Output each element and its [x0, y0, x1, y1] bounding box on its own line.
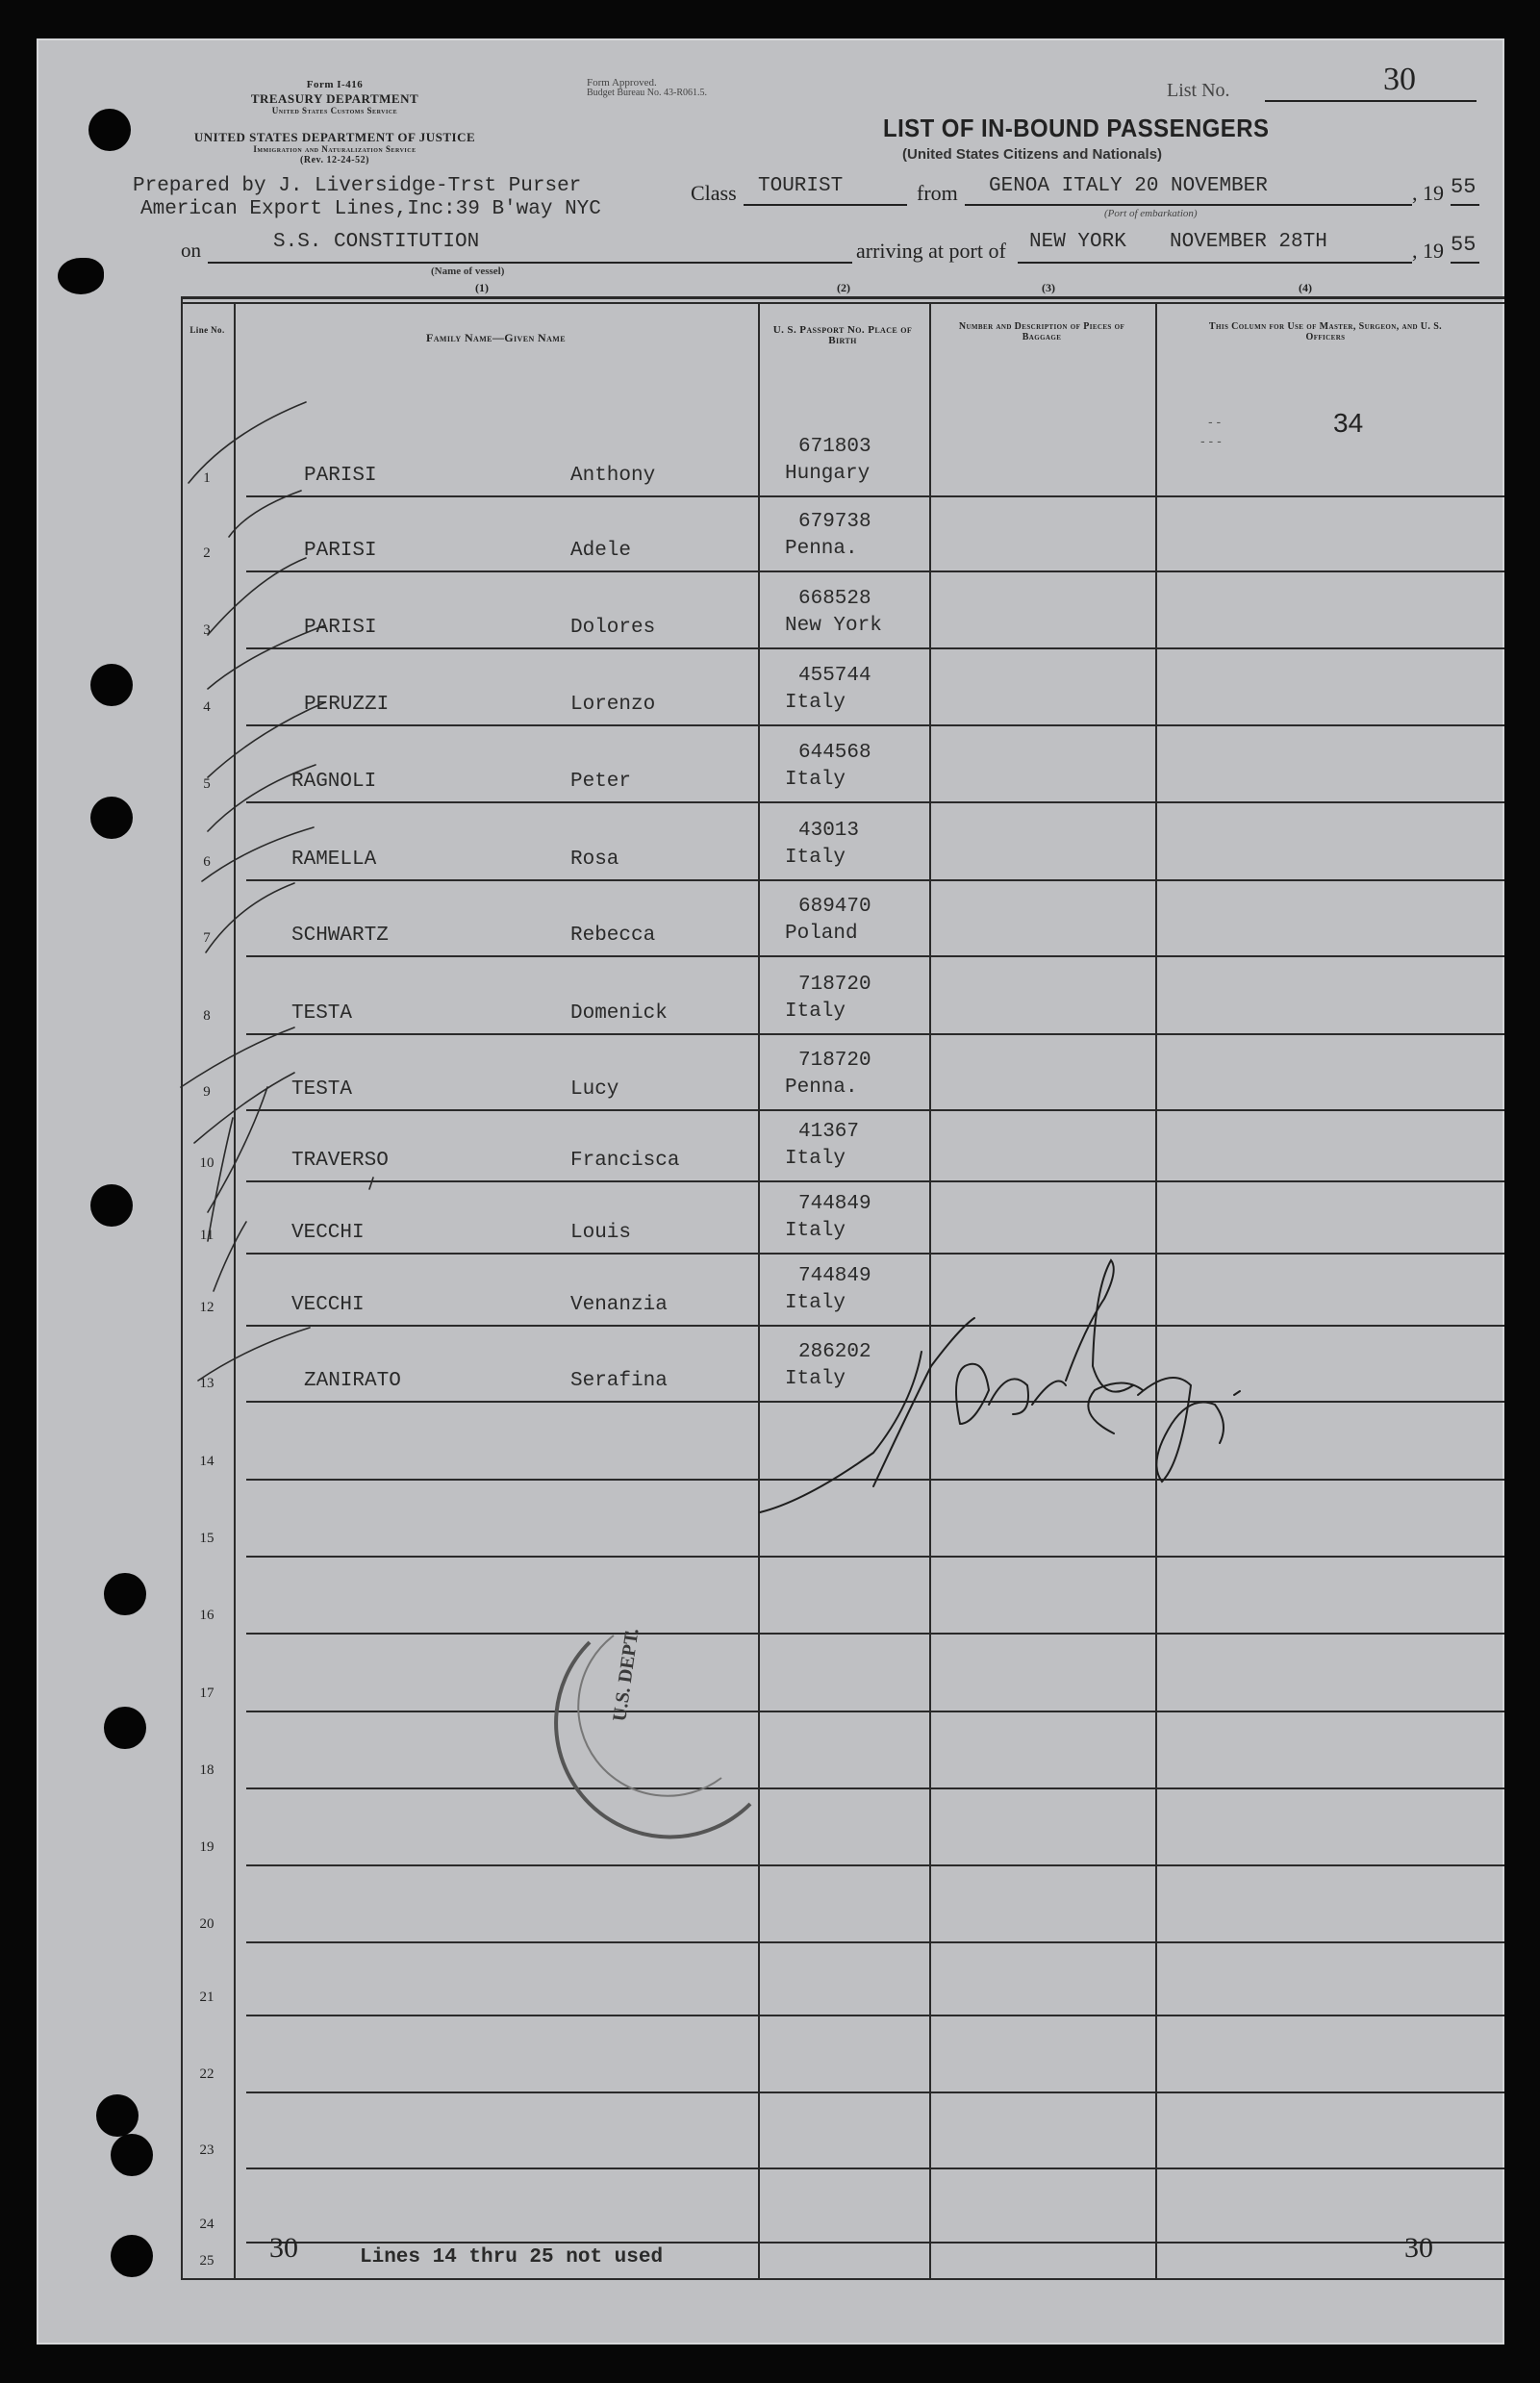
passport-number: 679738	[798, 511, 871, 533]
ins-service: Immigration and Naturalization Service	[253, 144, 417, 154]
given-name: Louis	[570, 1222, 632, 1244]
passport-number: 43013	[798, 820, 860, 842]
justice-department: UNITED STATES DEPARTMENT OF JUSTICE	[193, 130, 476, 144]
line-number: 16	[199, 1608, 215, 1623]
binder-hole	[104, 1707, 146, 1749]
given-name: Dolores	[570, 617, 656, 639]
passport-number: 744849	[798, 1193, 871, 1215]
given-name: Adele	[570, 540, 632, 562]
family-name: VECCHI	[291, 1222, 365, 1244]
given-name: Domenick	[570, 1002, 668, 1025]
row-divider	[246, 2168, 1504, 2169]
line-number: 9	[203, 1084, 211, 1100]
year-arrival: 55	[1451, 233, 1477, 257]
line-number: 24	[199, 2217, 215, 2232]
passport-number: 718720	[798, 1050, 871, 1072]
check-mark	[194, 1073, 294, 1143]
row-divider	[246, 955, 1504, 957]
place-of-birth: Italy	[785, 1220, 846, 1242]
check-mark	[181, 1027, 294, 1087]
line-number: 20	[199, 1916, 215, 1932]
unused-lines-note: Lines 14 thru 25 not used	[360, 2246, 664, 2269]
year-prefix: , 19	[1412, 181, 1444, 205]
form-number: Form I-416	[306, 79, 364, 90]
passport-number: 455744	[798, 665, 871, 687]
family-name: SCHWARTZ	[291, 925, 389, 947]
passport-number: 671803	[798, 436, 871, 458]
place-of-birth: Italy	[785, 847, 846, 869]
line-number: 4	[203, 699, 211, 715]
line-number: 15	[199, 1531, 215, 1546]
line-number: 19	[199, 1839, 215, 1855]
col-header-name: Family Name—Given Name	[426, 331, 566, 344]
line-number: 22	[199, 2066, 215, 2082]
line-number: 11	[199, 1228, 215, 1243]
passport-number: 644568	[798, 742, 871, 764]
passport-number: 286202	[798, 1341, 871, 1363]
manifest-page	[37, 38, 1504, 2345]
family-name: PARISI	[304, 465, 377, 487]
place-of-birth: Italy	[785, 1148, 846, 1170]
place-of-birth: Hungary	[785, 463, 871, 485]
place-of-birth: Penna.	[785, 1077, 858, 1099]
binder-hole	[111, 2235, 153, 2277]
line-number: 14	[199, 1454, 215, 1469]
line-number: 2	[203, 545, 211, 561]
line-number: 21	[199, 1990, 215, 2005]
arriving-label: arriving at port of	[856, 239, 1006, 263]
customs-service: United States Customs Service	[271, 106, 398, 115]
col-header-officers: This Column for Use of Master, Surgeon, and U. S. Officers	[1208, 321, 1443, 342]
revision-date: (Rev. 12-24-52)	[300, 155, 369, 165]
binder-hole	[104, 1573, 146, 1615]
check-mark	[208, 558, 306, 635]
row-divider	[246, 1325, 1504, 1327]
place-of-birth: Italy	[785, 692, 846, 714]
row-divider	[246, 1941, 1504, 1943]
line-number: 5	[203, 776, 211, 792]
place-of-birth: Italy	[785, 1368, 846, 1390]
family-name: PERUZZI	[304, 694, 390, 716]
list-subtitle: (United States Citizens and Nationals)	[902, 146, 1163, 163]
class-label: Class	[691, 181, 737, 205]
row-divider	[246, 647, 1504, 649]
line-number: 10	[199, 1155, 215, 1171]
col-num-2: (2)	[837, 281, 850, 294]
vessel-name: S.S. CONSTITUTION	[273, 231, 480, 253]
given-name: Venanzia	[570, 1294, 668, 1316]
row-divider	[246, 1479, 1504, 1481]
line-number: 25	[199, 2253, 215, 2269]
family-name: TESTA	[291, 1078, 353, 1101]
arrival-port: NEW YORK	[1029, 231, 1126, 253]
family-name: PARISI	[304, 617, 377, 639]
class-value: TOURIST	[758, 175, 844, 197]
row-divider	[246, 495, 1504, 497]
passport-number: 718720	[798, 974, 871, 996]
prepared-by: Prepared by J. Liversidge-Trst Purser	[133, 175, 582, 197]
col-num-1: (1)	[475, 281, 489, 294]
row-divider	[246, 879, 1504, 881]
place-of-birth: Italy	[785, 1001, 846, 1023]
binder-hole	[88, 109, 131, 151]
year-prefix-arrival: , 19	[1412, 239, 1444, 263]
family-name: RAGNOLI	[291, 771, 377, 793]
dept-stamp	[556, 1627, 750, 1837]
binder-hole	[111, 2134, 153, 2176]
line-number: 3	[203, 622, 211, 638]
check-mark	[208, 1087, 267, 1212]
passport-number: 41367	[798, 1121, 860, 1143]
row-divider	[246, 1556, 1504, 1558]
given-name: Anthony	[570, 465, 656, 487]
row-divider	[246, 801, 1504, 803]
check-mark	[229, 491, 301, 537]
line-number: 13	[199, 1376, 215, 1391]
footer-list-number-left: 30	[269, 2232, 298, 2264]
given-name: Lorenzo	[570, 694, 656, 716]
family-name: PARISI	[304, 540, 377, 562]
given-name: Serafina	[570, 1370, 668, 1392]
stamp-text: U.S. DEPT.	[609, 1627, 644, 1723]
place-of-birth: New York	[785, 615, 882, 637]
port-embark-caption: (Port of embarkation)	[1104, 208, 1198, 219]
col-header-baggage: Number and Description of Pieces of Baggage	[958, 321, 1125, 342]
place-of-birth: Italy	[785, 1292, 846, 1314]
line-number: 17	[199, 1686, 215, 1701]
officer-count: 34	[1333, 408, 1364, 438]
budget-bureau: Budget Bureau No. 43-R061.5.	[587, 88, 707, 98]
given-name: Rosa	[570, 849, 619, 871]
on-label: on	[181, 239, 201, 262]
handwriting-overlay	[37, 38, 1504, 2345]
list-number: 30	[1383, 62, 1416, 97]
form-approved: Form Approved.	[587, 77, 657, 89]
binder-hole	[96, 2094, 139, 2137]
check-mark	[208, 1118, 233, 1241]
officer-tick-marks: - - -	[1200, 433, 1222, 448]
col-header-passport: U. S. Passport No. Place of Birth	[772, 324, 913, 346]
list-title: LIST OF IN-BOUND PASSENGERS	[883, 114, 1270, 142]
passport-number: 744849	[798, 1265, 871, 1287]
prepared-company: American Export Lines,Inc:39 B'way NYC	[140, 198, 601, 220]
line-number: 1	[203, 470, 211, 486]
binder-hole	[90, 797, 133, 839]
given-name: Rebecca	[570, 925, 656, 947]
check-mark	[198, 1328, 310, 1381]
binder-hole	[90, 1184, 133, 1227]
family-name: TESTA	[291, 1002, 353, 1025]
row-divider	[246, 1109, 1504, 1111]
line-number: 18	[199, 1762, 215, 1778]
row-divider	[246, 1633, 1504, 1635]
family-name: ZANIRATO	[304, 1370, 401, 1392]
line-number: 6	[203, 854, 211, 870]
col-num-4: (4)	[1299, 281, 1312, 294]
row-divider	[246, 1033, 1504, 1035]
row-divider	[246, 1401, 1504, 1403]
given-name: Peter	[570, 771, 632, 793]
arrival-date: NOVEMBER 28TH	[1170, 231, 1327, 253]
row-divider	[246, 2091, 1504, 2093]
row-divider	[246, 724, 1504, 726]
row-divider	[246, 1787, 1504, 1789]
embarkation-port: GENOA ITALY 20 NOVEMBER	[989, 175, 1268, 197]
family-name: RAMELLA	[291, 849, 377, 871]
row-divider	[246, 1711, 1504, 1712]
row-divider	[246, 2242, 1504, 2244]
family-name: VECCHI	[291, 1294, 365, 1316]
place-of-birth: Penna.	[785, 538, 858, 560]
col-header-line-no: Line No.	[189, 325, 225, 335]
line-number: 23	[199, 2142, 215, 2158]
passport-number: 668528	[798, 588, 871, 610]
row-divider	[246, 2015, 1504, 2016]
list-no-label: List No.	[1167, 80, 1230, 101]
row-divider	[246, 1864, 1504, 1866]
family-name: TRAVERSO	[291, 1150, 389, 1172]
vessel-caption: (Name of vessel)	[431, 266, 505, 277]
line-number: 7	[203, 930, 211, 946]
row-divider	[246, 1253, 1504, 1255]
from-label: from	[917, 181, 958, 205]
given-name: Francisca	[570, 1150, 680, 1172]
col-num-3: (3)	[1042, 281, 1055, 294]
place-of-birth: Italy	[785, 769, 846, 791]
row-divider	[246, 1180, 1504, 1182]
binder-hole	[58, 258, 104, 294]
passport-number: 689470	[798, 896, 871, 918]
line-number: 12	[199, 1300, 215, 1315]
treasury-department: TREASURY DEPARTMENT	[250, 91, 419, 106]
officer-tick-marks: - -	[1208, 414, 1222, 429]
binder-hole	[90, 664, 133, 706]
year-embark: 55	[1451, 175, 1477, 199]
line-number: 8	[203, 1008, 211, 1024]
place-of-birth: Poland	[785, 923, 858, 945]
row-divider	[246, 570, 1504, 572]
given-name: Lucy	[570, 1078, 619, 1101]
footer-list-number-right: 30	[1404, 2232, 1433, 2264]
